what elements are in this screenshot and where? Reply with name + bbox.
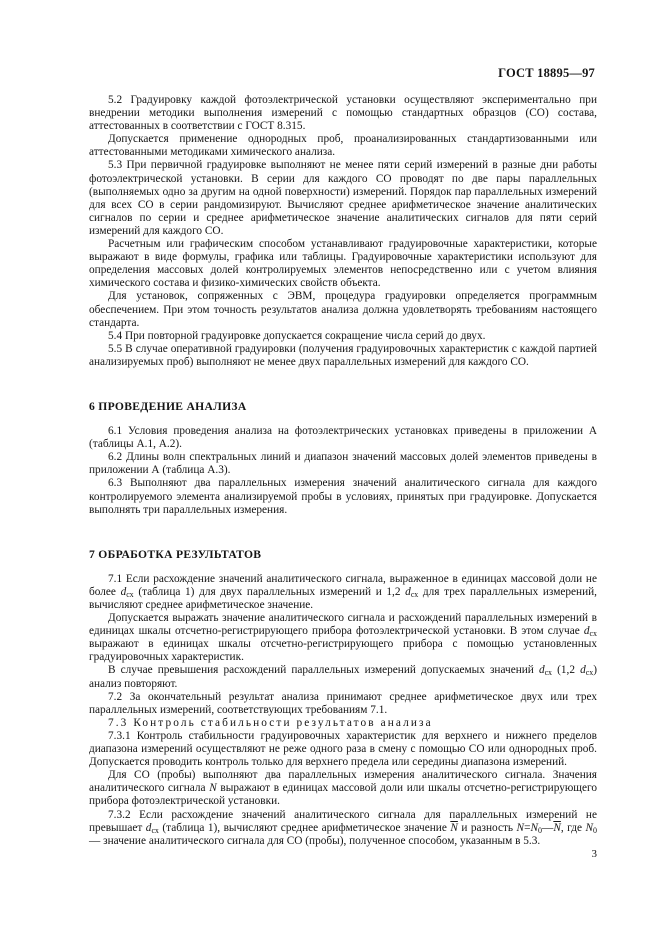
- paragraph-7-1-repeat: В случае превышения расхождений параллельных измерений допускаемых значений $d_{сх}$ (1,2 $d_{сх}$) анализ повторяют.: [89, 664, 597, 690]
- section-heading-7: 7 ОБРАБОТКА РЕЗУЛЬТАТОВ: [89, 547, 262, 561]
- paragraph-7-3-heading: 7.3 Контроль стабильности результатов анализа: [108, 716, 433, 729]
- page-number: 3: [591, 848, 597, 860]
- section-heading-6: 6 ПРОВЕДЕНИЕ АНАЛИЗА: [89, 399, 247, 413]
- document-body: [89, 94, 597, 848]
- paragraph-5-4: 5.4 При повторной градуировке допускается сокращение числа серий до двух.: [108, 329, 486, 342]
- paragraph-5-3-calc: Расчетным или графическим способом устанавливают градуировочные характеристики, которые выражают в виде формулы, графика или таблицы. Градуировочные характеристики используют для определения массовых долей контролируемых элементов непосредственно или с учетом влияния химического состава и физико-химических свойств объекта.: [89, 238, 597, 290]
- paragraph-5-2: 5.2 Градуировку каждой фотоэлектрической установки осуществляют экспериментально при внедрении методики выполнения измерений с помощью стандартных образцов (СО) состава, аттестованных в соответствии с ГОСТ 8.315.: [89, 94, 597, 133]
- paragraph-6-2: 6.2 Длины волн спектральных линий и диапазон значений массовых долей элементов приведены в приложении А (таблица А.3).: [89, 451, 597, 477]
- paragraph-7-1-scale: Допускается выражать значение аналитического сигнала и расхождений параллельных измерений в единицах шкалы отсчетно-регистрирующего прибора фотоэлектрической установки. В этом случае $d_{сх}$ выражают в единицах шкалы отсчетно-регистрирующего прибора с помощью установленных градуировочных характеристик.: [89, 612, 597, 664]
- paragraph-7-3-1: 7.3.1 Контроль стабильности градуировочных характеристик для верхнего и нижнего пределов диапазона измерений осуществляют не реже одного раза в смену с помощью СО или однородных проб. Допускается проводить контроль только для верхнего предела или середины диапазона измерений.: [89, 729, 597, 769]
- document-id-header: ГОСТ 18895—97: [498, 66, 595, 80]
- paragraph-5-5: 5.5 В случае оперативной градуировки (получения градуировочных характеристик с каждой партией анализируемых проб) выполняют не менее двух параллельных измерений для каждого СО.: [89, 342, 597, 368]
- paragraph-7-3-2: 7.3.2 Если расхождение значений аналитического сигнала для параллельных измерений не превышает $d_{сх}$ (таблица 1), вычисляют среднее арифметическое значение $\overline{N}$ и разность $N=N_0—\overline{N}$, где $N_0$ — значение аналитического сигнала для СО (пробы), полученное способом, указанным в 5.3.: [89, 808, 598, 847]
- paragraph-5-3-computer: Для установок, сопряженных с ЭВМ, процедура градуировки определяется программным обеспечением. При этом точность результатов анализа должна удовлетворять требованиям настоящего стандарта.: [89, 290, 597, 329]
- paragraph-5-3: 5.3 При первичной градуировке выполняют не менее пяти серий измерений в разные дни работы фотоэлектрической установки. В серии для каждого СО проводят по две пары параллельных (выполняемых одно за другим на одной поверхности) измерений. Порядок пар параллельных измерений для всех СО в серии рандомизируют. Вычисляют среднее арифметическое значение аналитических сигналов по серии и среднее арифметическое значение аналитических сигналов для пяти серий измерений для каждого СО.: [89, 159, 597, 237]
- paragraph-7-3-1-signal: Для СО (пробы) выполняют два параллельных измерения аналитического сигнала. Значения аналитического сигнала N выражают в единицах массовой доли или шкалы отсчетно-регистрирующего прибора фотоэлектрической установки.: [89, 769, 597, 808]
- paragraph-7-1: 7.1 Если расхождение значений аналитического сигнала, выраженное в единицах массовой доли не более $d_{сх}$ (таблица 1) для двух параллельных измерений и 1,2 $d_{сх}$ для трех параллельных измерений, вычисляют среднее арифметическое значение.: [89, 572, 597, 611]
- paragraph-7-2: 7.2 За окончательный результат анализа принимают среднее арифметическое двух или трех параллельных измерений, соответствующих требованиям 7.1.: [89, 690, 597, 716]
- paragraph-6-3: 6.3 Выполняют два параллельных измерения значений аналитического сигнала для каждого контролируемого элемента анализируемой пробы в условиях, принятых при градуировке. Допускается выполнять три параллельных измерения.: [89, 477, 597, 516]
- paragraph-6-1: 6.1 Условия проведения анализа на фотоэлектрических установках приведены в приложении А (таблицы А.1, А.2).: [89, 425, 597, 451]
- paragraph-5-2-note: Допускается применение однородных проб, проанализированных стандартизованными или аттестованными методиками химического анализа.: [89, 133, 597, 159]
